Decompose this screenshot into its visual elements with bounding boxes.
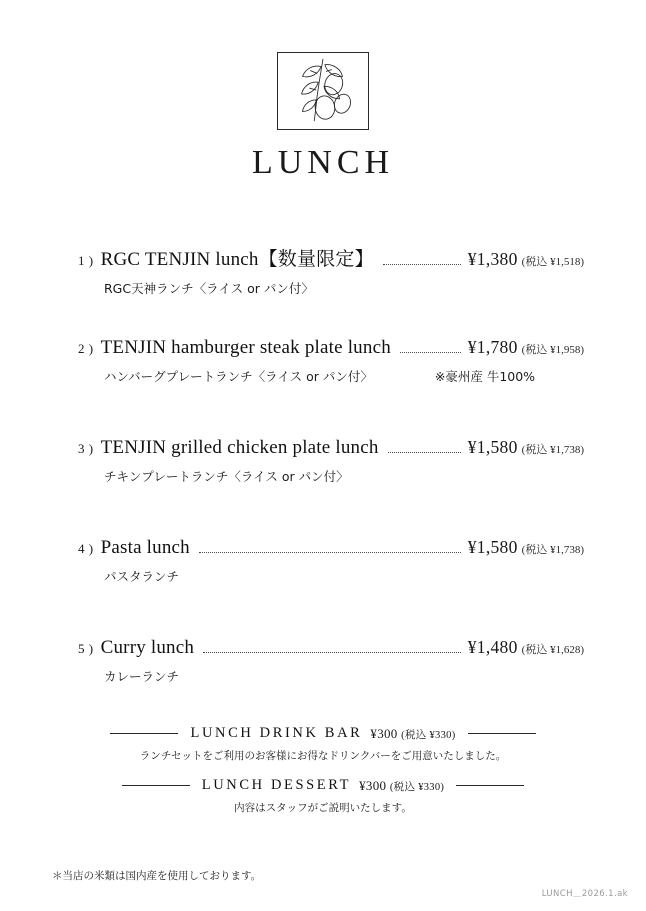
item-price-tax: (税込 ¥1,958)	[521, 344, 584, 356]
item-number: 2 )	[78, 341, 94, 356]
menu-item-list	[0, 244, 646, 685]
extra-dessert	[0, 777, 646, 815]
menu-item	[78, 337, 584, 385]
item-price-tax: (税込 ¥1,738)	[521, 544, 584, 556]
item-subtitle-row	[104, 667, 584, 685]
item-name: TENJIN grilled chicken plate lunch	[100, 437, 379, 458]
menu-item	[78, 244, 584, 297]
item-name: RGC TENJIN lunch【数量限定】	[100, 249, 374, 270]
item-subtitle: カレーランチ	[104, 669, 180, 684]
item-price-group	[468, 337, 584, 358]
leader-dots	[388, 451, 461, 453]
item-price: ¥1,780	[467, 337, 518, 357]
item-number: 5 )	[78, 641, 94, 656]
lemon-branch-emblem-icon	[277, 52, 369, 130]
leader-dots	[400, 351, 461, 353]
item-subtitle: パスタランチ	[104, 569, 180, 584]
document-code: LUNCH＿2026.1.ak	[541, 889, 628, 899]
divider-right	[456, 785, 524, 786]
menu-item	[78, 637, 584, 685]
menu-header	[0, 0, 646, 182]
extra-description: ランチセットをご利用のお客様にお得なドリンクバーをご用意いたしました。	[139, 750, 507, 762]
item-price: ¥1,580	[467, 437, 518, 457]
item-number: 4 )	[78, 541, 94, 556]
item-name: Curry lunch	[100, 637, 195, 658]
divider-left	[110, 733, 178, 734]
item-price-group	[468, 249, 584, 270]
item-subtitle-row	[104, 567, 584, 585]
leader-dots	[203, 651, 461, 653]
item-price: ¥1,380	[467, 249, 518, 269]
item-price-tax: (税込 ¥1,518)	[521, 256, 584, 268]
extra-price: ¥300	[370, 725, 398, 741]
extra-title: LUNCH DESSERT	[201, 777, 352, 793]
item-number: 1 )	[78, 253, 94, 268]
extras-section	[0, 725, 646, 815]
item-price-group	[468, 437, 584, 458]
item-name: TENJIN hamburger steak plate lunch	[100, 337, 391, 358]
divider-right	[468, 733, 536, 734]
item-note: ※豪州産 牛100%	[434, 369, 536, 384]
extra-price: ¥300	[359, 777, 387, 793]
item-subtitle: RGC天神ランチ〈ライス or パン付〉	[104, 281, 314, 296]
item-price-group	[468, 537, 584, 558]
item-number: 3 )	[78, 441, 94, 456]
item-subtitle: ハンバーグプレートランチ〈ライス or パン付〉	[104, 369, 373, 384]
divider-left	[122, 785, 190, 786]
page-title: LUNCH	[251, 144, 395, 181]
extra-drink-bar	[0, 725, 646, 763]
extra-price-group	[359, 778, 444, 794]
extra-price-tax: (税込 ¥330)	[389, 781, 445, 793]
item-subtitle-row	[104, 367, 584, 385]
extra-price-tax: (税込 ¥330)	[401, 729, 456, 741]
extra-price-group	[370, 726, 455, 742]
menu-item	[78, 537, 584, 585]
footer-note: ＊当店の米類は国内産を使用しております。	[52, 870, 262, 882]
item-name: Pasta lunch	[100, 537, 190, 558]
extra-description: 内容はスタッフがご説明いたします。	[234, 802, 412, 814]
item-price: ¥1,580	[467, 537, 518, 557]
item-price: ¥1,480	[467, 637, 518, 657]
item-price-group	[468, 637, 584, 658]
item-price-tax: (税込 ¥1,738)	[521, 444, 584, 456]
item-price-tax: (税込 ¥1,628)	[521, 644, 584, 656]
menu-item	[78, 437, 584, 485]
extra-title: LUNCH DRINK BAR	[190, 725, 363, 741]
item-subtitle-row	[104, 279, 584, 297]
item-subtitle: チキンプレートランチ〈ライス or パン付〉	[104, 469, 349, 484]
leader-dots	[199, 551, 461, 553]
leader-dots	[383, 263, 461, 265]
item-subtitle-row	[104, 467, 584, 485]
